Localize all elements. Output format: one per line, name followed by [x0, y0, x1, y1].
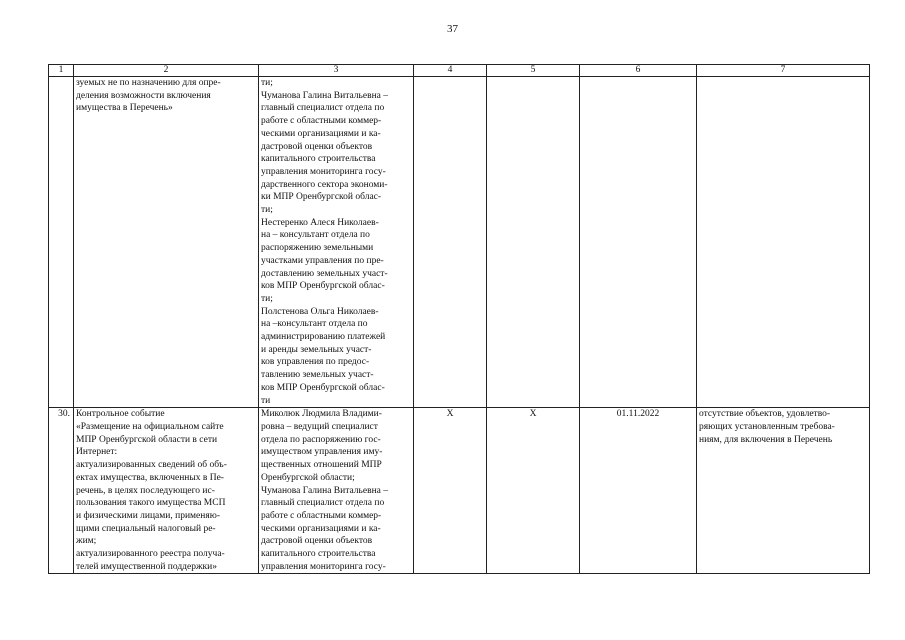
- text-line: управления мониторинга госу-: [261, 561, 386, 572]
- text-line: ектах имущества, включенных в Пе-: [76, 472, 224, 483]
- page-number: 37: [447, 23, 458, 35]
- event-description: [74, 77, 259, 408]
- text-line: Полстенова Ольга Николаев-: [261, 306, 379, 317]
- header-cell: 6: [580, 65, 697, 77]
- text-line: работе с областными коммер-: [261, 510, 382, 521]
- text-line: ровна – ведущий специалист: [261, 421, 378, 432]
- text-line: ки МПР Оренбургской облас-: [261, 192, 382, 203]
- text-line: отсутствие объектов, удовлетво-: [699, 409, 831, 420]
- text-line: главный специалист отдела по: [261, 103, 385, 114]
- text-line: Оренбургской области;: [261, 472, 355, 483]
- header-cell: 5: [487, 65, 580, 77]
- text-line: Нестеренко Алеся Николаев-: [261, 217, 379, 228]
- responsible-persons: [259, 408, 414, 574]
- text-line: МПР Оренбургской области в сети: [76, 434, 218, 445]
- text-line: жим;: [76, 536, 97, 547]
- text-line: доставлению земельных участ-: [261, 268, 388, 279]
- text-line: на –консультант отдела по: [261, 319, 368, 330]
- text-line: ряющих установленным требова-: [699, 421, 835, 432]
- text-line: дарственного сектора экономи-: [261, 179, 388, 190]
- text-line: работе с областными коммер-: [261, 116, 382, 127]
- result-description: [697, 408, 870, 574]
- plan-table: [48, 64, 870, 574]
- text-line: распоряжению земельными: [261, 243, 374, 254]
- row-number: [49, 77, 74, 408]
- text-line: дастровой оценки объектов: [261, 141, 373, 152]
- date-value: 01.11.2022: [580, 408, 697, 574]
- responsible-persons: [259, 77, 414, 408]
- text-line: щими специальный налоговый ре-: [76, 523, 216, 534]
- text-line: Чуманова Галина Витальевна –: [261, 485, 388, 496]
- header-cell: 4: [414, 65, 487, 77]
- header-cell: 2: [74, 65, 259, 77]
- text-line: на – консультант отдела по: [261, 230, 370, 241]
- header-cell: 7: [697, 65, 870, 77]
- text-line: и аренды земельных участ-: [261, 344, 372, 355]
- text-line: ниям, для включения в Перечень: [699, 434, 833, 445]
- text-line: капитального строительства: [261, 154, 376, 165]
- text-line: ти;: [261, 293, 273, 304]
- result-description: [697, 77, 870, 408]
- table-row: [49, 77, 870, 408]
- text-line: Контрольное событие: [76, 409, 165, 420]
- text-line: деления возможности включения: [76, 90, 211, 101]
- text-line: ков МПР Оренбургской облас-: [261, 382, 385, 393]
- text-line: ти: [261, 395, 271, 406]
- text-line: ков управления по предос-: [261, 357, 370, 368]
- text-line: Миколюк Людмила Владими-: [261, 409, 382, 420]
- text-line: Чуманова Галина Витальевна –: [261, 90, 388, 101]
- event-description: [74, 408, 259, 574]
- text-line: ческими организациями и ка-: [261, 523, 381, 534]
- text-line: «Размещение на официальном сайте: [76, 421, 224, 432]
- text-line: щественных отношений МПР: [261, 460, 382, 471]
- text-line: актуализированных сведений об объ-: [76, 460, 227, 471]
- row-number: 30.: [49, 408, 74, 574]
- text-line: имуществом управления иму-: [261, 447, 383, 458]
- text-line: ческими организациями и ка-: [261, 128, 381, 139]
- text-line: главный специалист отдела по: [261, 498, 385, 509]
- col5-value: [487, 77, 580, 408]
- text-line: ков МПР Оренбургской облас-: [261, 281, 385, 292]
- header-row: [49, 65, 870, 77]
- text-line: тавлению земельных участ-: [261, 370, 374, 381]
- header-cell: 3: [259, 65, 414, 77]
- text-line: зуемых не по назначению для опре-: [76, 78, 221, 88]
- text-line: и физическими лицами, применяю-: [76, 510, 220, 521]
- text-line: участками управления по пре-: [261, 255, 384, 266]
- text-line: управления мониторинга госу-: [261, 166, 386, 177]
- text-line: актуализированного реестра получа-: [76, 549, 225, 560]
- text-line: отдела по распоряжению гос-: [261, 434, 381, 445]
- col4-value: [414, 77, 487, 408]
- text-line: пользования такого имущества МСП: [76, 498, 226, 509]
- text-line: ти;: [261, 205, 273, 216]
- text-line: администрированию платежей: [261, 332, 386, 343]
- header-cell: 1: [49, 65, 74, 77]
- text-line: телей имущественной поддержки»: [76, 561, 217, 572]
- date-value: [580, 77, 697, 408]
- text-line: Интернет:: [76, 447, 118, 458]
- text-line: имущества в Перечень»: [76, 103, 173, 114]
- text-line: дастровой оценки объектов: [261, 536, 373, 547]
- text-line: капитального строительства: [261, 549, 376, 560]
- text-line: речень, в целях последующего ис-: [76, 485, 215, 496]
- col4-value: Х: [414, 408, 487, 574]
- col5-value: Х: [487, 408, 580, 574]
- text-line: ти;: [261, 78, 273, 88]
- table-row: [49, 408, 870, 574]
